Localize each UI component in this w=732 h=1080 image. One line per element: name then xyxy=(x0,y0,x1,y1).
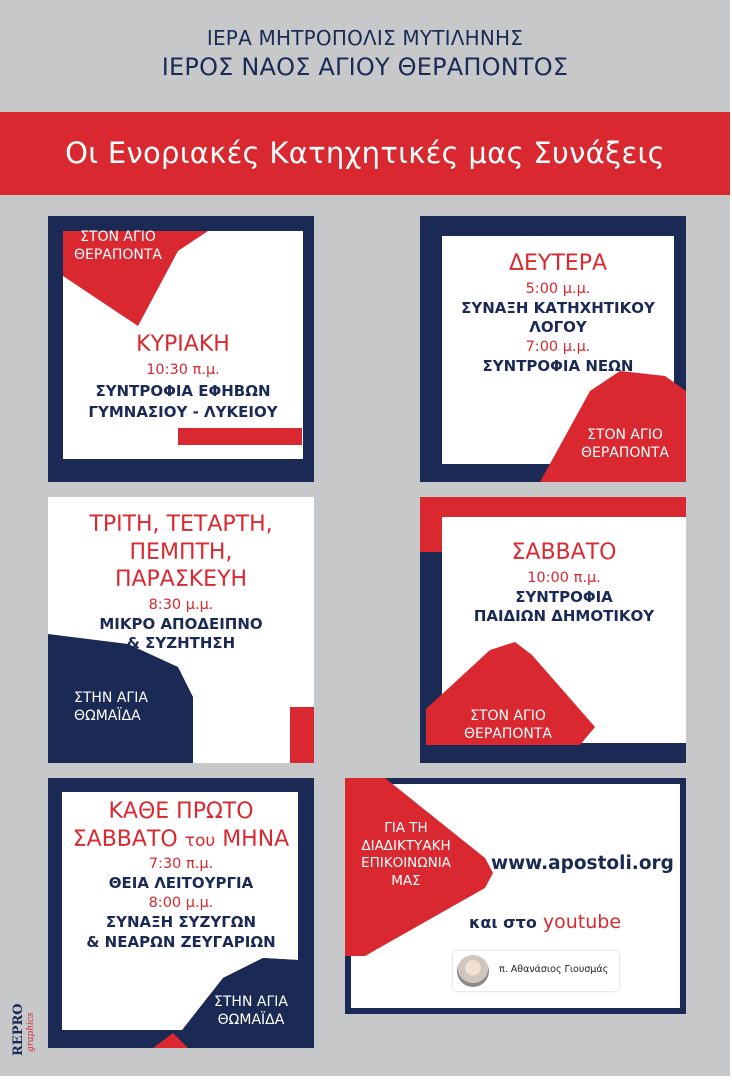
activity-line: ΣΥΝΑΞΗ ΚΑΤΗΧΗΤΙΚΟΥ xyxy=(461,298,655,317)
banner-title: Οι Ενοριακές Κατηχητικές μας Συνάξεις xyxy=(0,112,730,195)
card-monday xyxy=(420,216,686,482)
avatar xyxy=(457,955,489,987)
time-label: 5:00 μ.μ. xyxy=(525,280,591,297)
card-saturday xyxy=(420,497,686,763)
location-tag: ΣΤΟΝ ΑΓΙΟ ΘΕΡΑΠΟΝΤΑ xyxy=(580,427,670,462)
website-link[interactable]: www.apostoli.org xyxy=(491,853,674,874)
activity-line: ΣΥΝΤΡΟΦΙΑ xyxy=(515,587,613,606)
time-label: 10:30 π.μ. xyxy=(146,361,220,378)
activity-line: ΘΕΙΑ ΛΕΙΤΟΥΡΓΙΑ xyxy=(108,874,254,893)
activity-line: & ΝΕΑΡΩΝ ΖΕΥΓΑΡΙΩΝ xyxy=(86,932,276,951)
activity-line: ΣΥΝΤΡΟΦΙΑ ΝΕΩΝ xyxy=(482,357,634,376)
location-tag: ΣΤΗΝ ΑΓΙΑ ΘΩΜΑΪΔΑ xyxy=(74,690,148,725)
repro-graphics-logo xyxy=(11,990,45,1056)
activity-line: ΜΙΚΡΟ ΑΠΟΔΕΙΠΝΟ xyxy=(99,614,263,633)
activity-line: ΠΑΙΔΙΩΝ ΔΗΜΟΤΙΚΟΥ xyxy=(473,607,655,626)
title-line: ΚΑΘΕ ΠΡΩΤΟ xyxy=(108,799,254,824)
location-tag: ΣΤΗΝ ΑΓΙΑ ΘΩΜΑΪΔΑ xyxy=(214,994,288,1029)
time-label: 10:00 π.μ. xyxy=(527,569,601,586)
youtube-line xyxy=(445,911,645,935)
logo-sub-text: graphics xyxy=(26,1012,36,1052)
online-tag: ΓΙΑ ΤΗ ΔΙΑΔΙΚΤΥΑΚΗ ΕΠΙΚΟΙΝΩΝΙΑ ΜΑΣ xyxy=(361,820,451,889)
time-label: 8:00 μ.μ. xyxy=(148,894,214,911)
days-label: ΠΑΡΑΣΚΕΥΗ xyxy=(114,567,248,592)
day-label: ΔΕΥΤΕΡΑ xyxy=(508,251,608,276)
activity-line: ΣΥΝΑΞΗ ΣΥΖΥΓΩΝ xyxy=(105,913,257,931)
card-sunday xyxy=(48,216,314,482)
location-tag: ΣΤΟΝ ΑΓΙΟ ΘΕΡΑΠΟΝΤΑ xyxy=(463,708,553,743)
profile-name: π. Αθανάσιος Γιουσμάς xyxy=(499,964,609,975)
card-first-saturday xyxy=(48,778,314,1048)
activity-line: ΣΥΝΤΡΟΦΙΑ ΕΦΗΒΩΝ xyxy=(95,381,271,400)
profile-badge[interactable] xyxy=(453,951,619,991)
days-label: ΠΕΜΠΤΗ, xyxy=(129,539,233,565)
card-weekdays xyxy=(48,497,314,763)
location-tag: ΣΤΟΝ ΑΓΙΟ ΘΕΡΑΠΟΝΤΑ xyxy=(73,229,163,264)
youtube-link[interactable]: youtube xyxy=(542,911,622,933)
activity-line: ΛΟΓΟΥ xyxy=(529,318,587,337)
day-label: ΚΥΡΙΑΚΗ xyxy=(136,332,230,357)
days-label: ΤΡΙΤΗ, ΤΕΤΑΡΤΗ, xyxy=(89,512,273,537)
time-label: 8:30 μ.μ. xyxy=(148,596,214,613)
and-on-label: και στο xyxy=(468,913,537,932)
time-label: 7:00 μ.μ. xyxy=(525,339,591,356)
activity-line: ΓΥΜΝΑΣΙΟΥ - ΛΥΚΕΙΟΥ xyxy=(88,403,278,422)
day-label: ΣΑΒΒΑΤΟ xyxy=(511,540,617,565)
metropolis-title: ΙΕΡΑ ΜΗΤΡΟΠΟΛΙΣ ΜΥΤΙΛΗΝΗΣ xyxy=(206,26,524,50)
activity-line: & ΣΥΖΗΤΗΣΗ xyxy=(126,634,236,653)
title-line: ΣΑΒΒΑΤΟ του ΜΗΝΑ xyxy=(72,826,290,852)
time-label: 7:30 π.μ. xyxy=(148,856,214,872)
church-title: ΙΕΡΟΣ ΝΑΟΣ ΑΓΙΟΥ ΘΕΡΑΠΟΝΤΟΣ xyxy=(161,53,569,81)
logo-main-text: REPRO xyxy=(11,1003,26,1056)
